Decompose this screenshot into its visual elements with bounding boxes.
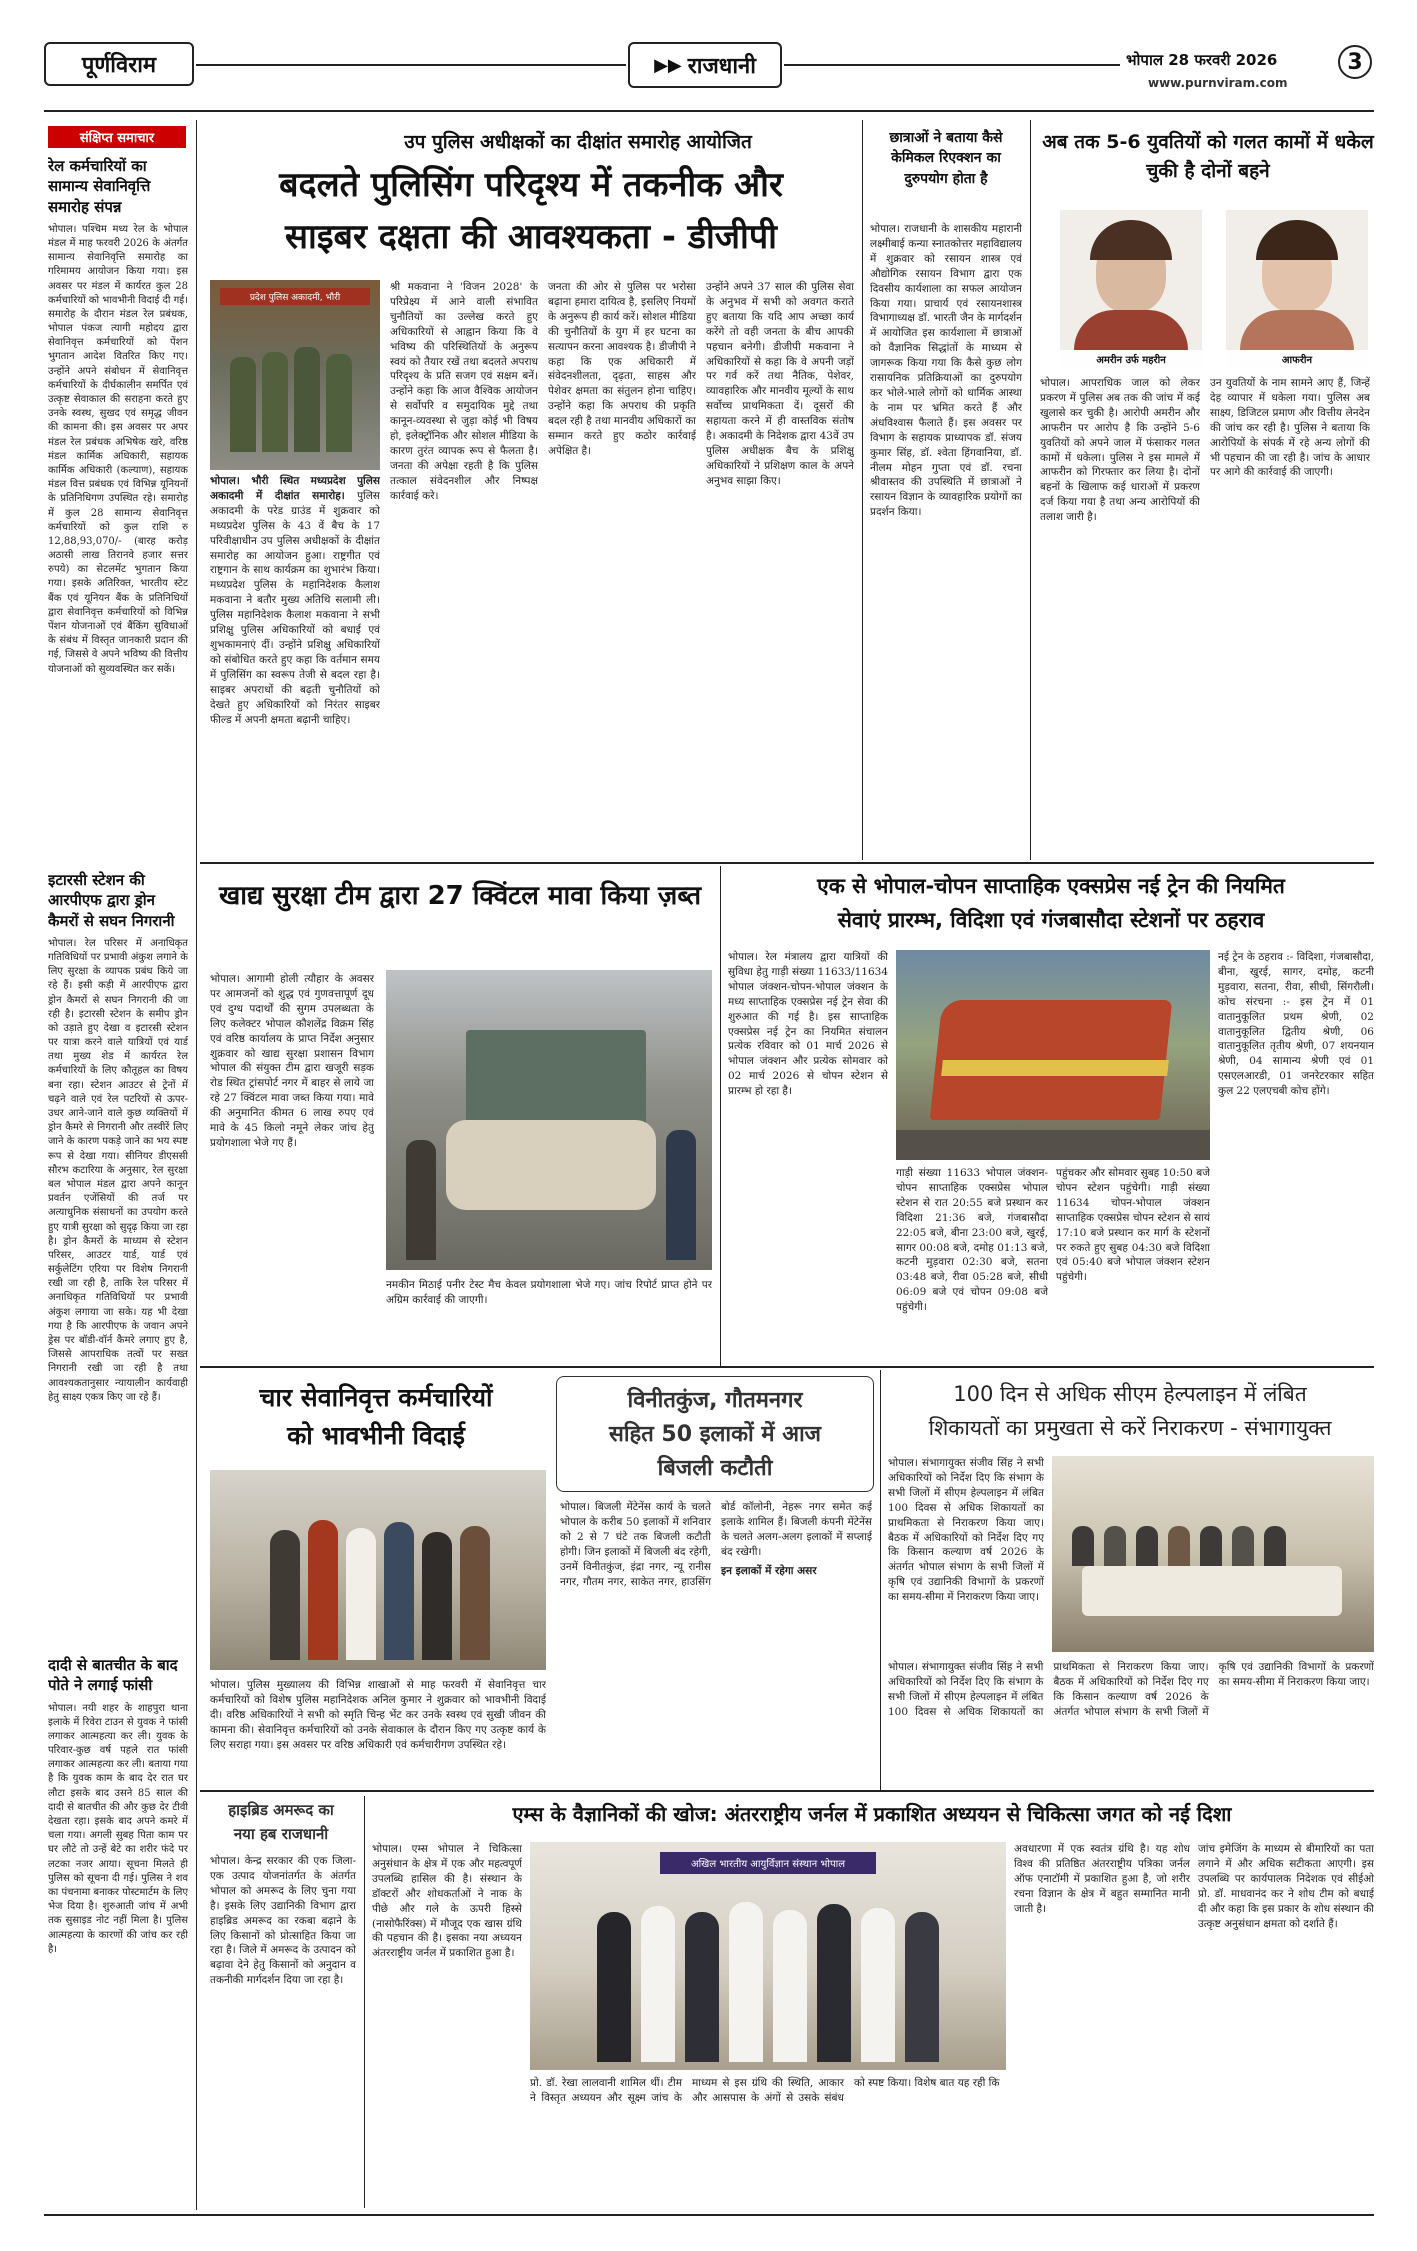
sidebar-story-3-body: भोपाल। नयी शहर के शाहपुरा थाना इलाके में रिवेरा टाउन से युवक ने फांसी लगाकर आत्महत्या कर ली। युवक के परिवार-कुछ वर्ष पहले रात फांसी लगाकर आत्महत्या कर ली। बताया गया है कि युवक काम के बाद देर रात घर लौटा इसके बाद उसने 85 साल की दादी से बातचीत की और कुछ देर टीवी देखता रहा। इसके बाद अपने कमरे में चला गया। अगली सुबह पिता काम पर घर लौटे तो उन्हें बेटे का शरीर फंदे पर लटका नजर आया। सूचना मिलते ही पुलिस को सूचना दी गई। पुलिस ने शव का पंचनामा बनाकर पोस्टमार्टम के लिए भेज दिया है। शुरुआती जांच में अभी तक सुसाइड नोट नहीं मिला है। पुलिस आत्महत्या के कारणों की जांच कर रही है। — [48, 1702, 188, 1955]
amrud-body: भोपाल। केन्द्र सरकार की एक जिला-एक उत्पाद योजनांतर्गत के अंतर्गत भोपाल को अमरूद के लिए चुना गया है। इसके लिए उद्यानिकी विभाग द्वारा हाइब्रिड अमरूद का रकबा बढ़ाने के लिए किसानों को प्रोत्साहित किया जा रहा है। जिले में अमरूद के उत्पादन को बढ़ावा देने हेतु किसानों को अनुदान व तकनीकी मार्गदर्शन दिया जा रहा है। — [210, 1855, 356, 1987]
cm-headline-line2: शिकायतों का प्रमुखता से करें निराकरण - संभागायुक्त — [928, 1416, 1332, 1440]
cm-body-cont — [888, 1660, 1374, 1782]
lead-kicker: उप पुलिस अधीक्षकों का दीक्षांत समारोह आयोजित — [404, 131, 752, 153]
aiims-col4: जांच इमेजिंग के माध्यम से बीमारियों का पता लगाने में और अधिक सटीकता आएगी। इस उपलब्धि पर कार्यपालक निदेशक एवं सीईओ प्रो. डॉ. माधवानंद कर ने शोध टीम को बधाई दी और कहा कि इस प्रकार के शोध संस्थान की उत्कृष्ट अनुसंधान क्षमता को दर्शाते हैं। — [1198, 1843, 1374, 1930]
people-group — [230, 1510, 530, 1660]
power-divider — [880, 1370, 881, 1790]
sidebar-story-1-body: भोपाल। पश्चिम मध्य रेल के भोपाल मंडल में माह फरवरी 2026 के अंतर्गत सामान्य सेवानिवृत्ति समारोह का गरिमामय आयोजन किया गया। इस अवसर पर मंडल में कार्यरत कुल 28 कर्मचारियों को भावभीनी विदाई दी गई। समारोह के दौरान मंडल रेल प्रबंधक, भोपाल पंकज त्यागी महोदय द्वारा सेवानिवृत्त कर्मचारियों को पेंशन भुगतान आदेश वितरित किए गए। उन्होंने अपने संबोधन में सेवानिवृत्त कर्मचारियों के दीर्घकालीन समर्पित एवं उत्कृष्ट सेवाकाल की सराहना करते हुए उनके स्वस्थ, सुखद एवं समृद्ध जीवन की कामना की। इस अवसर पर अपर मंडल रेल प्रबंधक अभिषेक खरे, वरिष्ठ मंडल कार्मिक अधिकारी, सहायक कार्मिक अधिकारी (कल्याण), सहायक मंडल वित्त प्रबंधक एवं विभिन्न यूनियनों के प्रतिनिधिगण उपस्थित रहे। समारोह में कुल 28 सामान्य सेवानिवृत्त कर्मचारियों को कुल राशि रु 12,88,93,070/- (बारह करोड़ अठासी लाख तिरानवे हजार सत्तर रुपये) का सेटलमेंट भुगतान किया गया। इसके अतिरिक्त, भारतीय स्टेट बैंक एवं यूनियन बैंक के प्रतिनिधियों द्वारा सेवानिवृत्त कर्मचारियों को विभिन्न पेंशन योजनाओं एवं बैंकिंग सुविधाओं के संबंध में विस्तृत जानकारी प्रदान की गई, जिससे वे अपने भविष्य की वित्तीय योजनाओं को सुव्यवस्थित कर सकें। — [48, 223, 188, 675]
people-shape — [406, 1140, 436, 1260]
amrud-headline-line2: नया हब राजधानी — [233, 1825, 329, 1843]
sidebar-divider — [196, 120, 197, 2210]
row2-bottom-rule — [200, 1366, 1374, 1368]
lead-col2: श्री मकवाना ने 'विजन 2028' के परिप्रेक्ष्य में आने वाली संभावित चुनौतियों का उल्लेख करते हुए अधिकारियों से आह्वान किया कि वे भविष्य की परिस्थितियों के अनुरूप स्वयं को तैयार रखें तथा बदलते अपराध परिदृश्य के प्रति सजग एवं सक्षम बनें। उन्होंने कहा कि आज वैश्विक आयोजन से सर्वोपरि व समुदायिक मुद्दे तथा कानून-व्यवस्था से जुड़ा कोई भी विषय हो, इलेक्ट्रॉनिक और सोशल मीडिया के कारण तुरंत व्यापक रूप से फैलता है। जनता की अपेक्षा रहती है कि पुलिस तत्काल संवेदनशील और निष्पक्ष कार्रवाई करे। — [390, 281, 538, 502]
women-col1: भोपाल। आपराधिक जाल को लेकर प्रकरण में पुलिस अब तक की जांच में कई खुलासे कर चुकी है। आरोपी अमरीन और आफरीन पर आरोप है कि उन्होंने 5-6 युवतियों को अपने जाल में फंसाकर गलत कामों में धकेला। पुलिस ने इस मामले में आफरीन को गिरफ्तार कर लिया है। दोनों बहनों के खिलाफ कई धाराओं में प्रकरण दर्ज किया गया है तथा अन्य आरोपियों की तलाश जारी है। — [1040, 377, 1200, 524]
power-body — [560, 1500, 872, 1782]
page-bottom-rule — [44, 2214, 1374, 2216]
meeting-people — [1072, 1526, 1352, 1570]
train-col3: पहुंचकर और सोमवार सुबह 10:50 बजे चोपन स्टेशन पहुंचेगी। गाड़ी संख्या 11634 चोपन-भोपाल जंक्शन साप्ताहिक एक्सप्रेस चोपन स्टेशन से सायं 17:10 बजे प्रस्थान कर मार्ग के स्टेशनों पर रुकते हुए सुबह 04:30 बजे विदिशा एवं 05:40 बजे भोपाल जंक्शन स्टेशन पहुंचेगी। — [1056, 1167, 1210, 1284]
meeting-table — [1082, 1566, 1342, 1616]
row1-bottom-rule — [200, 862, 1374, 864]
train-col4: नई ट्रेन के ठहराव :- विदिशा, गंजबासौदा, बीना, खुरई, सागर, दमोह, कटनी मुड़वारा, सतना, रीवा, सीधी, सिंगरौली। कोच संरचना :- इस ट्रेन में 01 वातानुकूलित प्रथम श्रेणी, 02 वातानुकूलित द्वितीय श्रेणी, 06 वातानुकूलित तृतीय श्रेणी, 07 शयनयान श्रेणी, 04 सामान्य श्रेणी एवं 01 एसएलआरडी, 01 जनरेटरकार सहित कुल 22 एलएचबी कोच होंगे। — [1218, 951, 1374, 1098]
food-body: भोपाल। आगामी होली त्यौहार के अवसर पर आमजनों को शुद्ध एवं गुणवत्तापूर्ण दूध एवं दुग्ध पदार्थों की सुगम उपलब्धता के लिए कलेक्टर भोपाल कौशलेंद्र विक्रम सिंह एवं वरिष्ठ कार्यालय के प्राप्त निर्देश अनुसार शुक्रवार को खाद्य सुरक्षा प्रशासन विभाग भोपाल की संयुक्त टीम द्वारा खजूरी सड़क रोड स्थित ट्रांसपोर्ट नगर में बाहर से लाये जा रहे 27 क्विंटल मावा जब्त किया गया। मावे की अनुमानित कीमत 6 लाख रुपए एवं मावे के 45 किलो नमूने लेकर जांच हेतु प्रयोगशाला भेजे गए हैं। — [210, 973, 374, 1149]
lead-photo — [210, 280, 380, 470]
aiims-photo — [530, 1842, 1006, 2070]
row3-bottom-rule — [200, 1790, 1374, 1792]
power-subhead: इन इलाकों में रहेगा असर — [721, 1564, 817, 1577]
masthead-bottom-rule — [44, 110, 1374, 112]
aiims-photo-banner: अखिल भारतीय आयुर्विज्ञान संस्थान भोपाल — [660, 1852, 876, 1874]
aiims-col1: भोपाल। एम्स भोपाल ने चिकित्सा अनुसंधान के क्षेत्र में एक और महत्वपूर्ण उपलब्धि हासिल की है। संस्थान के डॉक्टरों और शोधकर्ताओं ने नाक के पीछे और गले के ऊपरी हिस्से (नासोफैरिंक्स) में मौजूद एक खास ग्रंथि की पहचान की है। इसका नया अध्ययन अंतरराष्ट्रीय जर्नल में प्रकाशित हुआ है। — [372, 1843, 522, 1960]
website-url: www.purnviram.com — [1148, 76, 1288, 90]
section-label — [628, 42, 782, 88]
women-photo-2 — [1226, 210, 1368, 368]
women-photo-1-caption: अमरीन उर्फ महरीन — [1060, 350, 1202, 368]
retire-photo — [210, 1470, 546, 1670]
lead-col3: जनता की ओर से पुलिस पर भरोसा बढ़ाना हमारा दायित्व है, इसलिए नियमों के अनुरूप ही कार्य करें। सोशल मीडिया की चुनौतियों के युग में हर घटना का सत्यापन करना आवश्यक है। डीजीपी ने कहा कि एक अधिकारी में संवेदनशीलता, दृढ़ता, साहस और पेशेवर क्षमता का संतुलन होना चाहिए। उन्होंने कहा कि अपराध की प्रकृति बदल रही है तथा मानवीय अधिकारों का सम्मान करते हुए कठोर कार्रवाई अपेक्षित है। — [548, 281, 696, 457]
retire-headline-line2: को भावभीनी विदाई — [287, 1421, 465, 1450]
aiims-people — [550, 1892, 986, 2062]
power-body-text: भोपाल। बिजली मेंटेनेंस कार्य के चलते भोपाल के करीब 50 इलाकों में शनिवार को 2 से 7 घंटे तक बिजली कटौती होगी। जिन इलाकों में बिजली बंद रहेगी, उनमें विनीतकुंज, इंद्रा नगर, न्यू रानीस नगर, गौतम नगर, साकेत नगर, हाउसिंग बोर्ड कॉलोनी, नेहरू नगर समेत कई इलाके शामिल हैं। बिजली कंपनी मेंटेनेंस के चलते अलग-अलग इलाकों में सप्लाई बंद रखेगी। — [560, 1501, 872, 1588]
lead-headline-line1: बदलते पुलिसिंग परिदृश्य में तकनीक और — [279, 165, 783, 205]
power-headline-line1: विनीतकुंज, गौतमनगर — [627, 1388, 803, 1413]
train-photo — [896, 950, 1210, 1160]
retire-body: भोपाल। पुलिस मुख्यालय की विभिन्न शाखाओं से माह फरवरी में सेवानिवृत्त चार कर्मचारियों को विशेष पुलिस महानिदेशक अनिल कुमार ने शुक्रवार को भावभीनी विदाई दी। वरिष्ठ अधिकारियों ने सभी को स्मृति चिन्ह भेंट कर उनके स्वस्थ एवं सुखी जीवन की कामना की। सेवानिवृत्त कर्मचारियों को उनके सेवाकाल के दौरान किए गए उत्कृष्ट कार्य के लिए सराहा गया। इस अवसर पर वरिष्ठ अधिकारी एवं कर्मचारीगण उपस्थित रहे। — [210, 1679, 546, 1751]
person-hair — [1256, 220, 1338, 260]
amrud-headline-line1: हाइब्रिड अमरूद का — [228, 1801, 334, 1819]
masthead-rule-right — [784, 64, 1120, 66]
chemical-divider — [1030, 120, 1031, 860]
masthead-rule-left — [196, 64, 626, 66]
people-shape — [666, 1130, 696, 1260]
lead-col1 — [210, 474, 380, 844]
cm-body-repeat: भोपाल। संभागायुक्त संजीव सिंह ने सभी अधिकारियों को निर्देश दिए कि संभाग के सभी जिलों में सीएम हेल्पलाइन में लंबित 100 दिवस से अधिक शिकायतों का प्राथमिकता से निराकरण किया जाए। बैठक में अधिकारियों को निर्देश दिए गए कि किसान कल्याण वर्ष 2026 के अंतर्गत भोपाल संभाग के सभी जिलों में कृषि एवं उद्यानिकी विभागों के प्रकरणों का समय-सीमा में निराकरण किया जाए। — [888, 1661, 1374, 1718]
retire-headline-line1: चार सेवानिवृत्त कर्मचारियों — [259, 1383, 493, 1412]
page-number: 3 — [1338, 45, 1372, 79]
chemical-headline: छात्राओं ने बताया कैसे केमिकल रिएक्शन का दुरुपयोग होता है — [889, 130, 1003, 187]
train-headline-line1: एक से भोपाल-चोपन साप्ताहिक एक्सप्रेस नई ट्रेन की नियमित — [817, 874, 1285, 898]
sidebar-story-1 — [48, 156, 188, 856]
aiims-col2: प्रो. डॉ. रेखा लालवानी शामिल थीं। टीम ने विस्तृत अध्ययन और सूक्ष्म जांच के माध्यम से इस ग्रंथि की स्थिति, आकार और आसपास के अंगों से उसके संबंध को स्पष्ट किया। विशेष बात यह रही कि — [530, 2077, 1000, 2104]
aiims-col3: अवधारणा में एक स्वतंत्र ग्रंथि है। यह शोध विश्व की प्रतिष्ठित अंतरराष्ट्रीय पत्रिका जर्नल ऑफ एनाटॉमी में प्रकाशित हुआ है, जो शरीर रचना विज्ञान के क्षेत्र में बहुत सम्मानित मानी जाती है। — [1014, 1843, 1190, 1915]
women-photo-2-caption: आफरीन — [1226, 350, 1368, 368]
women-headline: अब तक 5-6 युवतियों को गलत कामों में धकेल चुकी है दोनों बहने — [1042, 131, 1374, 182]
person-shoulders — [1240, 310, 1354, 350]
newspaper-logo — [44, 42, 194, 86]
lead-headline-line2: साइबर दक्षता की आवश्यकता - डीजीपी — [285, 217, 777, 257]
cm-meeting-photo — [1052, 1456, 1374, 1652]
amrud-divider — [364, 1796, 365, 2208]
lead-photo-caption: भोपाल। भौरी स्थित मध्यप्रदेश पुलिस अकादमी में दीक्षांत समारोह। — [210, 475, 380, 502]
double-arrow-icon: ▶▶ — [654, 54, 682, 76]
food-photo-caption: नमकीन मिठाई पनीर टेस्ट मैच केवल प्रयोगशाला भेजे गए। जांच रिपोर्ट प्राप्त होने पर अग्रिम कार्रवाई की जाएगी। — [386, 1279, 712, 1306]
locomotive-stripe — [941, 1060, 1169, 1076]
lead-photo-banner: प्रदेश पुलिस अकादमी, भौरी — [220, 288, 370, 305]
sidebar-story-2-headline: इटारसी स्टेशन की आरपीएफ द्वारा ड्रोन कैमरों से सघन निगरानी — [48, 871, 175, 930]
lead-right-divider — [862, 120, 863, 860]
sidebar-story-2 — [48, 870, 188, 1640]
food-divider — [720, 866, 721, 1366]
food-photo — [386, 970, 712, 1270]
train-col1: भोपाल। रेल मंत्रालय द्वारा यात्रियों की सुविधा हेतु गाड़ी संख्या 11633/11634 भोपाल जंक्शन-चोपन-भोपाल जंक्शन के मध्य साप्ताहिक एक्सप्रेस नई ट्रेन सेवा की शुरुआत की गई है। इस साप्ताहिक एक्सप्रेस नई ट्रेन का नियमित संचालन प्रत्येक रविवार को 01 मार्च 2026 से भोपाल जंक्शन और प्रत्येक सोमवार को 02 मार्च 2026 से चोपन स्टेशन से प्रारम्भ हो रहा है। — [728, 951, 888, 1098]
cm-body: भोपाल। संभागायुक्त संजीव सिंह ने सभी अधिकारियों को निर्देश दिए कि संभाग के सभी जिलों में सीएम हेल्पलाइन में लंबित 100 दिवस से अधिक शिकायतों का प्राथमिकता से निराकरण किया जाए। बैठक में अधिकारियों को निर्देश दिए गए कि किसान कल्याण वर्ष 2026 के अंतर्गत भोपाल संभाग के सभी जिलों में कृषि एवं उद्यानिकी विभागों के प्रकरणों का समय-सीमा में निराकरण किया जाए। — [888, 1457, 1044, 1604]
sacks-shape — [446, 1120, 656, 1210]
food-headline: खाद्य सुरक्षा टीम द्वारा 27 क्विंटल मावा किया ज़ब्त — [218, 881, 702, 911]
sidebar-tag: संक्षिप्त समाचार — [48, 126, 186, 148]
sidebar-story-1-headline: रेल कर्मचारियों का सामान्य सेवानिवृत्ति समारोह संपन्न — [48, 157, 151, 216]
issue-date: भोपाल 28 फरवरी 2026 — [1126, 51, 1278, 69]
cm-headline-line1: 100 दिन से अधिक सीएम हेल्पलाइन में लंबित — [953, 1382, 1307, 1406]
sidebar-story-3 — [48, 1655, 188, 2205]
lead-col1-text: पुलिस अकादमी के परेड ग्राउंड में शुक्रवार को मध्यप्रदेश पुलिस के 43 वें बैच के 17 परिवीक्षाधीन उप पुलिस अधीक्षकों के दीक्षांत समारोह का आयोजन हुआ। राष्ट्रगीत एवं राष्ट्रगान के साथ कार्यक्रम का शुभारंभ किया। मध्यप्रदेश पुलिस के महानिदेशक कैलाश मकवाना ने बतौर मुख्य अतिथि सलामी ली। पुलिस महानिदेशक कैलाश मकवाना ने सभी प्रशिक्षु पुलिस अधिकारियों को बधाई एवं शुभकामनाएं दीं। उन्होंने प्रशिक्षु अधिकारियों को संबोधित करते हुए कहा कि वर्तमान समय में पुलिसिंग का स्वरूप तेजी से बदल रहा है। साइबर अपराधों की बढ़ती चुनौतियों को देखते हुए अधिकारियों को निरंतर साइबर फील्ड में अपनी क्षमता बढ़ानी चाहिए। — [210, 489, 380, 726]
aiims-headline: एम्स के वैज्ञानिकों की खोज: अंतरराष्ट्रीय जर्नल में प्रकाशित अध्ययन से चिकित्सा जगत को नई दिशा — [512, 1802, 1232, 1826]
track-shape — [896, 1130, 1210, 1160]
logo-text: पूर्णविराम — [81, 53, 157, 78]
chemical-body: भोपाल। राजधानी के शासकीय महारानी लक्ष्मीबाई कन्या स्नातकोत्तर महाविद्यालय में शुक्रवार को रसायन शास्त्र एवं औद्योगिक रसायन विभाग द्वारा एक दिवसीय कार्यशाला का सफल आयोजन किया गया। प्राचार्य एवं रसायनशास्त्र विभागाध्यक्ष डॉ. भारती जैन के मार्गदर्शन में आयोजित इस कार्यशाला में छात्राओं को वैज्ञानिक सिद्धांतों के माध्यम से जागरूक किया गया कि कैसे कुछ लोग रासायनिक प्रतिक्रियाओं का दुरुपयोग कर भोले-भाले लोगों को धार्मिक आस्था के नाम पर भ्रमित करते हैं और अंधविश्वास फैलाते हैं। इस अवसर पर विभाग के सहायक प्राध्यापक डॉ. संजय कुमार सिंह, डॉ. श्वेता हिंगवानिया, डॉ. नीलम मोहन गुप्ता एवं डॉ. रचना श्रीवास्तव की उपस्थिति में छात्राओं ने रसायन विज्ञान के व्यावहारिक प्रयोगों का प्रदर्शन किया। — [870, 223, 1022, 519]
person-hair — [1090, 220, 1172, 260]
train-headline-line2: सेवाएं प्रारम्भ, विदिशा एवं गंजबासौदा स्टेशनों पर ठहराव — [837, 908, 1265, 932]
women-col2: उन युवतियों के नाम सामने आए हैं, जिन्हें देह व्यापार में धकेला गया। पुलिस अब साक्ष्य, डिजिटल प्रमाण और वित्तीय लेनदेन की जांच कर रही है। पुलिस ने बताया कि आरोपियों के संपर्क में रहे अन्य लोगों की भी पहचान की जा रही है। जांच के आधार पर आगे की कार्रवाई की जाएगी। — [1210, 377, 1370, 479]
person-shoulders — [1074, 310, 1188, 350]
sidebar-story-2-body: भोपाल। रेल परिसर में अनाधिकृत गतिविधियों पर प्रभावी अंकुश लगाने के लिए सुरक्षा के व्यापक प्रबंध किये जा रहे हैं। इसी कड़ी में आरपीएफ द्वारा ड्रोन कैमरों से सघन निगरानी की जा रही है। इटारसी स्टेशन के समीप ड्रोन को उड़ाते हुए देखा व इटारसी स्टेशन पर यात्रा करने वाले यात्रियों एवं यार्ड तथा मुख्य शेड में कार्यरत रेल कर्मचारियों के लिए कौतूहल का विषय बना रहा। स्टेशन आउटर से ट्रेनों में चढ़ने वाले एवं रेल पटरियों से ऊपर-उधर आने-जाने वाले कुछ व्यक्तियों में ड्रोन कैमरे से निगरानी और तस्वीरें लिए जाने के कारण पकड़े जाने का भय स्पष्ट रूप से देखा गया। सीनियर डीएससी सौरभ कटारिया के अनुसार, रेल सुरक्षा बल भोपाल मंडल द्वारा अपने कानून प्रवर्तन एजेंसियों की तर्ज पर अत्याधुनिक संसाधनों का उपयोग करते हुए यात्री सुरक्षा को सुदृढ़ किया जा रहा है। ड्रोन कैमरों के माध्यम से स्टेशन परिसर, आउटर यार्ड, यार्ड एवं सर्कुलेटिंग एरिया पर विशेष निगरानी रखी जा रही है, ताकि रेल परिसर में अनाधिकृत गतिविधियों पर प्रभावी अंकुश लगाया जा सके। यह भी देखा गया है कि आरपीएफ के जवान अपने ड्रेस पर बॉडी-वॉर्न कैमरे लगाए हुए है, जिससे आपराधिक तत्वों पर सख्त निगरानी रखी जा रही है तथा आवश्यकतानुसार न्यायालीन कार्यवाही हेतु साक्ष्य एकत्र किए जा रहे हैं। — [48, 937, 188, 1403]
section-name: राजधानी — [687, 54, 756, 79]
power-headline-line3: बिजली कटौती — [657, 1456, 773, 1481]
lead-col4: उन्होंने अपने 37 साल की पुलिस सेवा के अनुभव में सभी को अवगत कराते हुए बताया कि यदि आप अच्छा कार्य करेंगे तो वही जनता के बीच आपकी पहचान बनेगी। डीजीपी मकवाना ने अधिकारियों से कहा कि वे अपनी जड़ों पर गर्व करें तथा नैतिक, पेशेवर, व्यावहारिक और मानवीय मूल्यों के साथ सर्वोच्च प्राथमिकता दें। दूसरों की सहायता करने में ही वास्तविक संतोष है। अकादमी के निदेशक द्वारा 43वें उप पुलिस अधीक्षक बैच के प्रशिक्षु अधिकारियों ने प्रशिक्षण काल के अपने अनुभव साझा किए। — [706, 281, 854, 487]
officer-figures — [230, 342, 360, 452]
sidebar-story-3-headline: दादी से बातचीत के बाद पोते ने लगाई फांसी — [48, 1656, 178, 1695]
women-photo-1 — [1060, 210, 1202, 368]
power-headline-line2: सहित 50 इलाकों में आज — [608, 1422, 822, 1447]
train-col2: गाड़ी संख्या 11633 भोपाल जंक्शन-चोपन साप्ताहिक एक्सप्रेस भोपाल स्टेशन से रात 20:55 बजे प्रस्थान कर विदिशा 21:36 बजे, गंजबासौदा 22:05 बजे, बीना 23:00 बजे, खुरई, सागर 00:08 बजे, दमोह 01:13 बजे, कटनी मुड़वारा 02:30 बजे, सतना 03:48 बजे, रीवा 05:28 बजे, सीधी 06:09 बजे एवं चोपन 09:08 बजे पहुंचेगी। — [896, 1167, 1048, 1314]
